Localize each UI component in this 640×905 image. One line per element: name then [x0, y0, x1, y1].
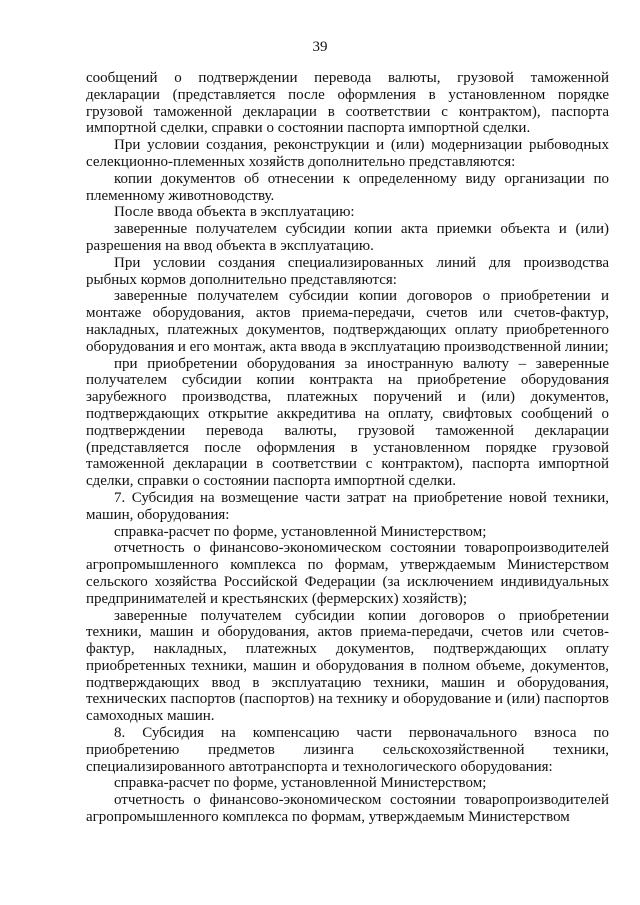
body-text: [86, 70, 609, 826]
section-heading-7: 7. Субсидия на возмещение части затрат на приобретение новой техники, машин, оборудования:: [86, 489, 609, 523]
paragraph: справка-расчет по форме, установленной Министерством;: [114, 523, 487, 540]
paragraph: При условии создания специализированных линий для производства рыбных кормов дополнительно представляются:: [86, 254, 609, 288]
paragraph: при приобретении оборудования за иностранную валюту – заверенные получателем субсидии копии контракта на приобретение оборудования зарубежного производства, платежных поручений и (или) документов, подтверждающих открытие аккредитива на оплату, свифтовых сообщений о подтверждении перевода валюты, грузовой таможенной декларации (представляется после оформления в установленном порядке грузовой таможенной декларации в соответствии с контрактом), паспорта импортной сделки, справки о состоянии паспорта импортной сделки.: [86, 355, 609, 490]
section-heading-8: 8. Субсидия на компенсацию части первоначального взноса по приобретению предметов лизинга сельскохозяйственной техники, специализированного автотранспорта и технологического оборудования:: [86, 725, 609, 775]
paragraph: отчетность о финансово-экономическом состоянии товаропроизводителей агропромышленного комплекса по формам, утверждаемым Министерством: [86, 792, 609, 826]
page-number: 39: [312, 39, 328, 55]
paragraph: заверенные получателем субсидии копии договоров о приобретении техники, машин и оборудования, актов приема-передачи, счетов или счетов-фактур, накладных, платежных документов, подтверждающих оплату приобретенных техники, машин и оборудования в полном объеме, документов, подтверждающих ввод в эксплуатацию техники, машин и оборудования, технических паспортов (паспортов) на технику и оборудование и (или) паспортов самоходных машин.: [86, 607, 609, 725]
paragraph-continuation: сообщений о подтверждении перевода валюты, грузовой таможенной декларации (представляется после оформления в установленном порядке грузовой таможенной декларации в соответствии с контрактом), паспорта импортной сделки, справки о состоянии паспорта импортной сделки.: [86, 70, 609, 137]
paragraph: отчетность о финансово-экономическом состоянии товаропроизводителей агропромышленного комплекса по формам, утверждаемым Министерством сельского хозяйства Российской Федерации (за исключением индивидуальных предпринимателей и крестьянских (фермерских) хозяйств);: [86, 540, 609, 607]
paragraph: заверенные получателем субсидии копии договоров о приобретении и монтаже оборудования, актов приема-передачи, счетов или счетов-фактур, накладных, платежных документов, подтверждающих оплату приобретенного оборудования и его монтаж, акта ввода в эксплуатацию производственной линии;: [86, 288, 609, 355]
paragraph: копии документов об отнесении к определенному виду организации по племенному животноводству.: [86, 170, 609, 204]
paragraph: заверенные получателем субсидии копии акта приемки объекта и (или) разрешения на ввод объекта в эксплуатацию.: [86, 221, 609, 254]
paragraph: При условии создания, реконструкции и (или) модернизации рыбоводных селекционно-племенных хозяйств дополнительно представляются:: [86, 137, 609, 170]
paragraph: справка-расчет по форме, установленной Министерством;: [114, 775, 487, 792]
paragraph: После ввода объекта в эксплуатацию:: [114, 204, 355, 221]
